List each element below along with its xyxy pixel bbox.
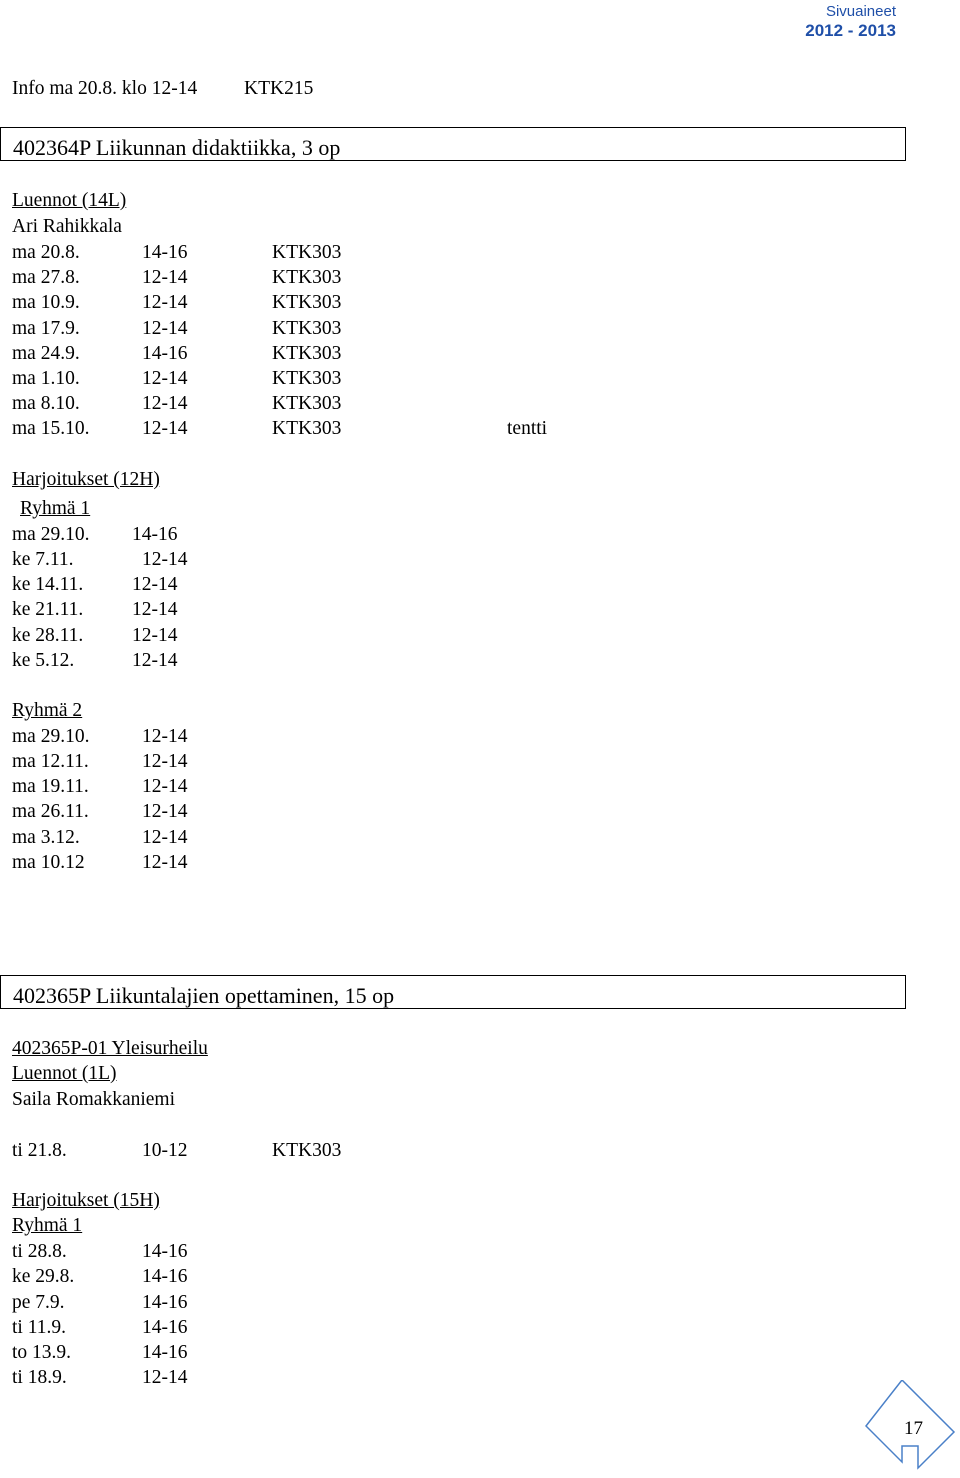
lecture-time: 12-14 xyxy=(142,393,188,414)
course-title: 402365P Liikuntalajien opettaminen, 15 op xyxy=(13,983,395,1008)
lecture-time: 14-16 xyxy=(142,343,188,364)
module-heading: 402365P-01 Yleisurheilu xyxy=(12,1038,208,1059)
lecture-room: KTK303 xyxy=(272,368,342,389)
lecture-day: ma 27.8. xyxy=(12,267,80,288)
lecture-day: ti 21.8. xyxy=(12,1140,67,1161)
lecture-day: ma 17.9. xyxy=(12,318,80,339)
course-title-box xyxy=(0,975,906,1009)
lecturer-name: Saila Romakkaniemi xyxy=(12,1089,176,1110)
session-time: 14-16 xyxy=(142,1266,188,1287)
session-time: 12-14 xyxy=(142,827,188,848)
lecture-day: ma 15.10. xyxy=(12,418,90,439)
session-time: 12-14 xyxy=(132,650,178,671)
group-heading: Ryhmä 1 xyxy=(20,498,91,519)
header-year: 2012 - 2013 xyxy=(805,21,896,40)
session-day: ma 19.11. xyxy=(12,776,89,797)
session-time: 12-14 xyxy=(132,625,178,646)
session-day: ti 11.9. xyxy=(12,1317,66,1338)
lecture-room: KTK303 xyxy=(272,1140,342,1161)
session-day: ti 28.8. xyxy=(12,1241,67,1262)
session-day: ke 5.12. xyxy=(12,650,75,671)
session-day: ma 26.11. xyxy=(12,801,89,822)
lecture-time: 12-14 xyxy=(142,292,188,313)
lecture-room: KTK303 xyxy=(272,292,342,313)
session-day: ma 29.10. xyxy=(12,726,90,747)
session-day: to 13.9. xyxy=(12,1342,72,1363)
lecture-room: KTK303 xyxy=(272,393,342,414)
session-time: 12-14 xyxy=(142,852,188,873)
lecture-day: ma 20.8. xyxy=(12,242,80,263)
session-time: 12-14 xyxy=(142,751,188,772)
session-time: 14-16 xyxy=(142,1292,188,1313)
lecture-room: KTK303 xyxy=(272,418,342,439)
exercises-heading: Harjoitukset (15H) xyxy=(12,1190,160,1211)
lecture-day: ma 8.10. xyxy=(12,393,80,414)
lecture-day: ma 1.10. xyxy=(12,368,80,389)
course-title-box xyxy=(0,127,906,161)
session-day: ma 3.12. xyxy=(12,827,80,848)
lecture-time: 12-14 xyxy=(142,418,188,439)
lecture-time: 10-12 xyxy=(142,1140,188,1161)
session-day: ke 14.11. xyxy=(12,574,84,595)
page-number: 17 xyxy=(904,1418,923,1439)
session-day: ti 18.9. xyxy=(12,1367,67,1388)
session-day: ma 12.11. xyxy=(12,751,89,772)
lecture-time: 12-14 xyxy=(142,267,188,288)
lectures-heading: Luennot (14L) xyxy=(12,190,127,211)
session-time: 14-16 xyxy=(142,1317,188,1338)
lecture-room: KTK303 xyxy=(272,242,342,263)
session-day: ke 28.11. xyxy=(12,625,84,646)
session-time: 12-14 xyxy=(142,801,188,822)
session-time: 12-14 xyxy=(132,574,178,595)
session-time: 12-14 xyxy=(142,549,188,570)
session-time: 14-16 xyxy=(142,1342,188,1363)
lecture-day: ma 24.9. xyxy=(12,343,80,364)
lecture-room: KTK303 xyxy=(272,318,342,339)
lecturer-name: Ari Rahikkala xyxy=(12,216,122,237)
session-day: ma 10.12 xyxy=(12,852,85,873)
lecture-room: KTK303 xyxy=(272,343,342,364)
group-heading: Ryhmä 1 xyxy=(12,1215,83,1236)
session-time: 12-14 xyxy=(132,599,178,620)
session-time: 14-16 xyxy=(142,1241,188,1262)
session-day: ke 21.11. xyxy=(12,599,84,620)
lecture-room: KTK303 xyxy=(272,267,342,288)
session-time: 14-16 xyxy=(132,524,178,545)
lecture-time: 14-16 xyxy=(142,242,188,263)
lecture-note: tentti xyxy=(507,418,548,439)
session-time: 12-14 xyxy=(142,776,188,797)
info-text: Info ma 20.8. klo 12-14 xyxy=(12,78,198,99)
session-day: ma 29.10. xyxy=(12,524,90,545)
session-day: ke 7.11. xyxy=(12,549,74,570)
group-heading: Ryhmä 2 xyxy=(12,700,83,721)
session-day: ke 29.8. xyxy=(12,1266,75,1287)
lecture-day: ma 10.9. xyxy=(12,292,80,313)
lectures-heading: Luennot (1L) xyxy=(12,1063,117,1084)
course-title: 402364P Liikunnan didaktiikka, 3 op xyxy=(13,135,341,160)
header-label: Sivuaineet xyxy=(825,3,896,20)
info-room: KTK215 xyxy=(244,78,314,99)
session-time: 12-14 xyxy=(142,726,188,747)
lecture-time: 12-14 xyxy=(142,318,188,339)
exercises-heading: Harjoitukset (12H) xyxy=(12,469,160,490)
session-day: pe 7.9. xyxy=(12,1292,65,1313)
lecture-time: 12-14 xyxy=(142,368,188,389)
session-time: 12-14 xyxy=(142,1367,188,1388)
